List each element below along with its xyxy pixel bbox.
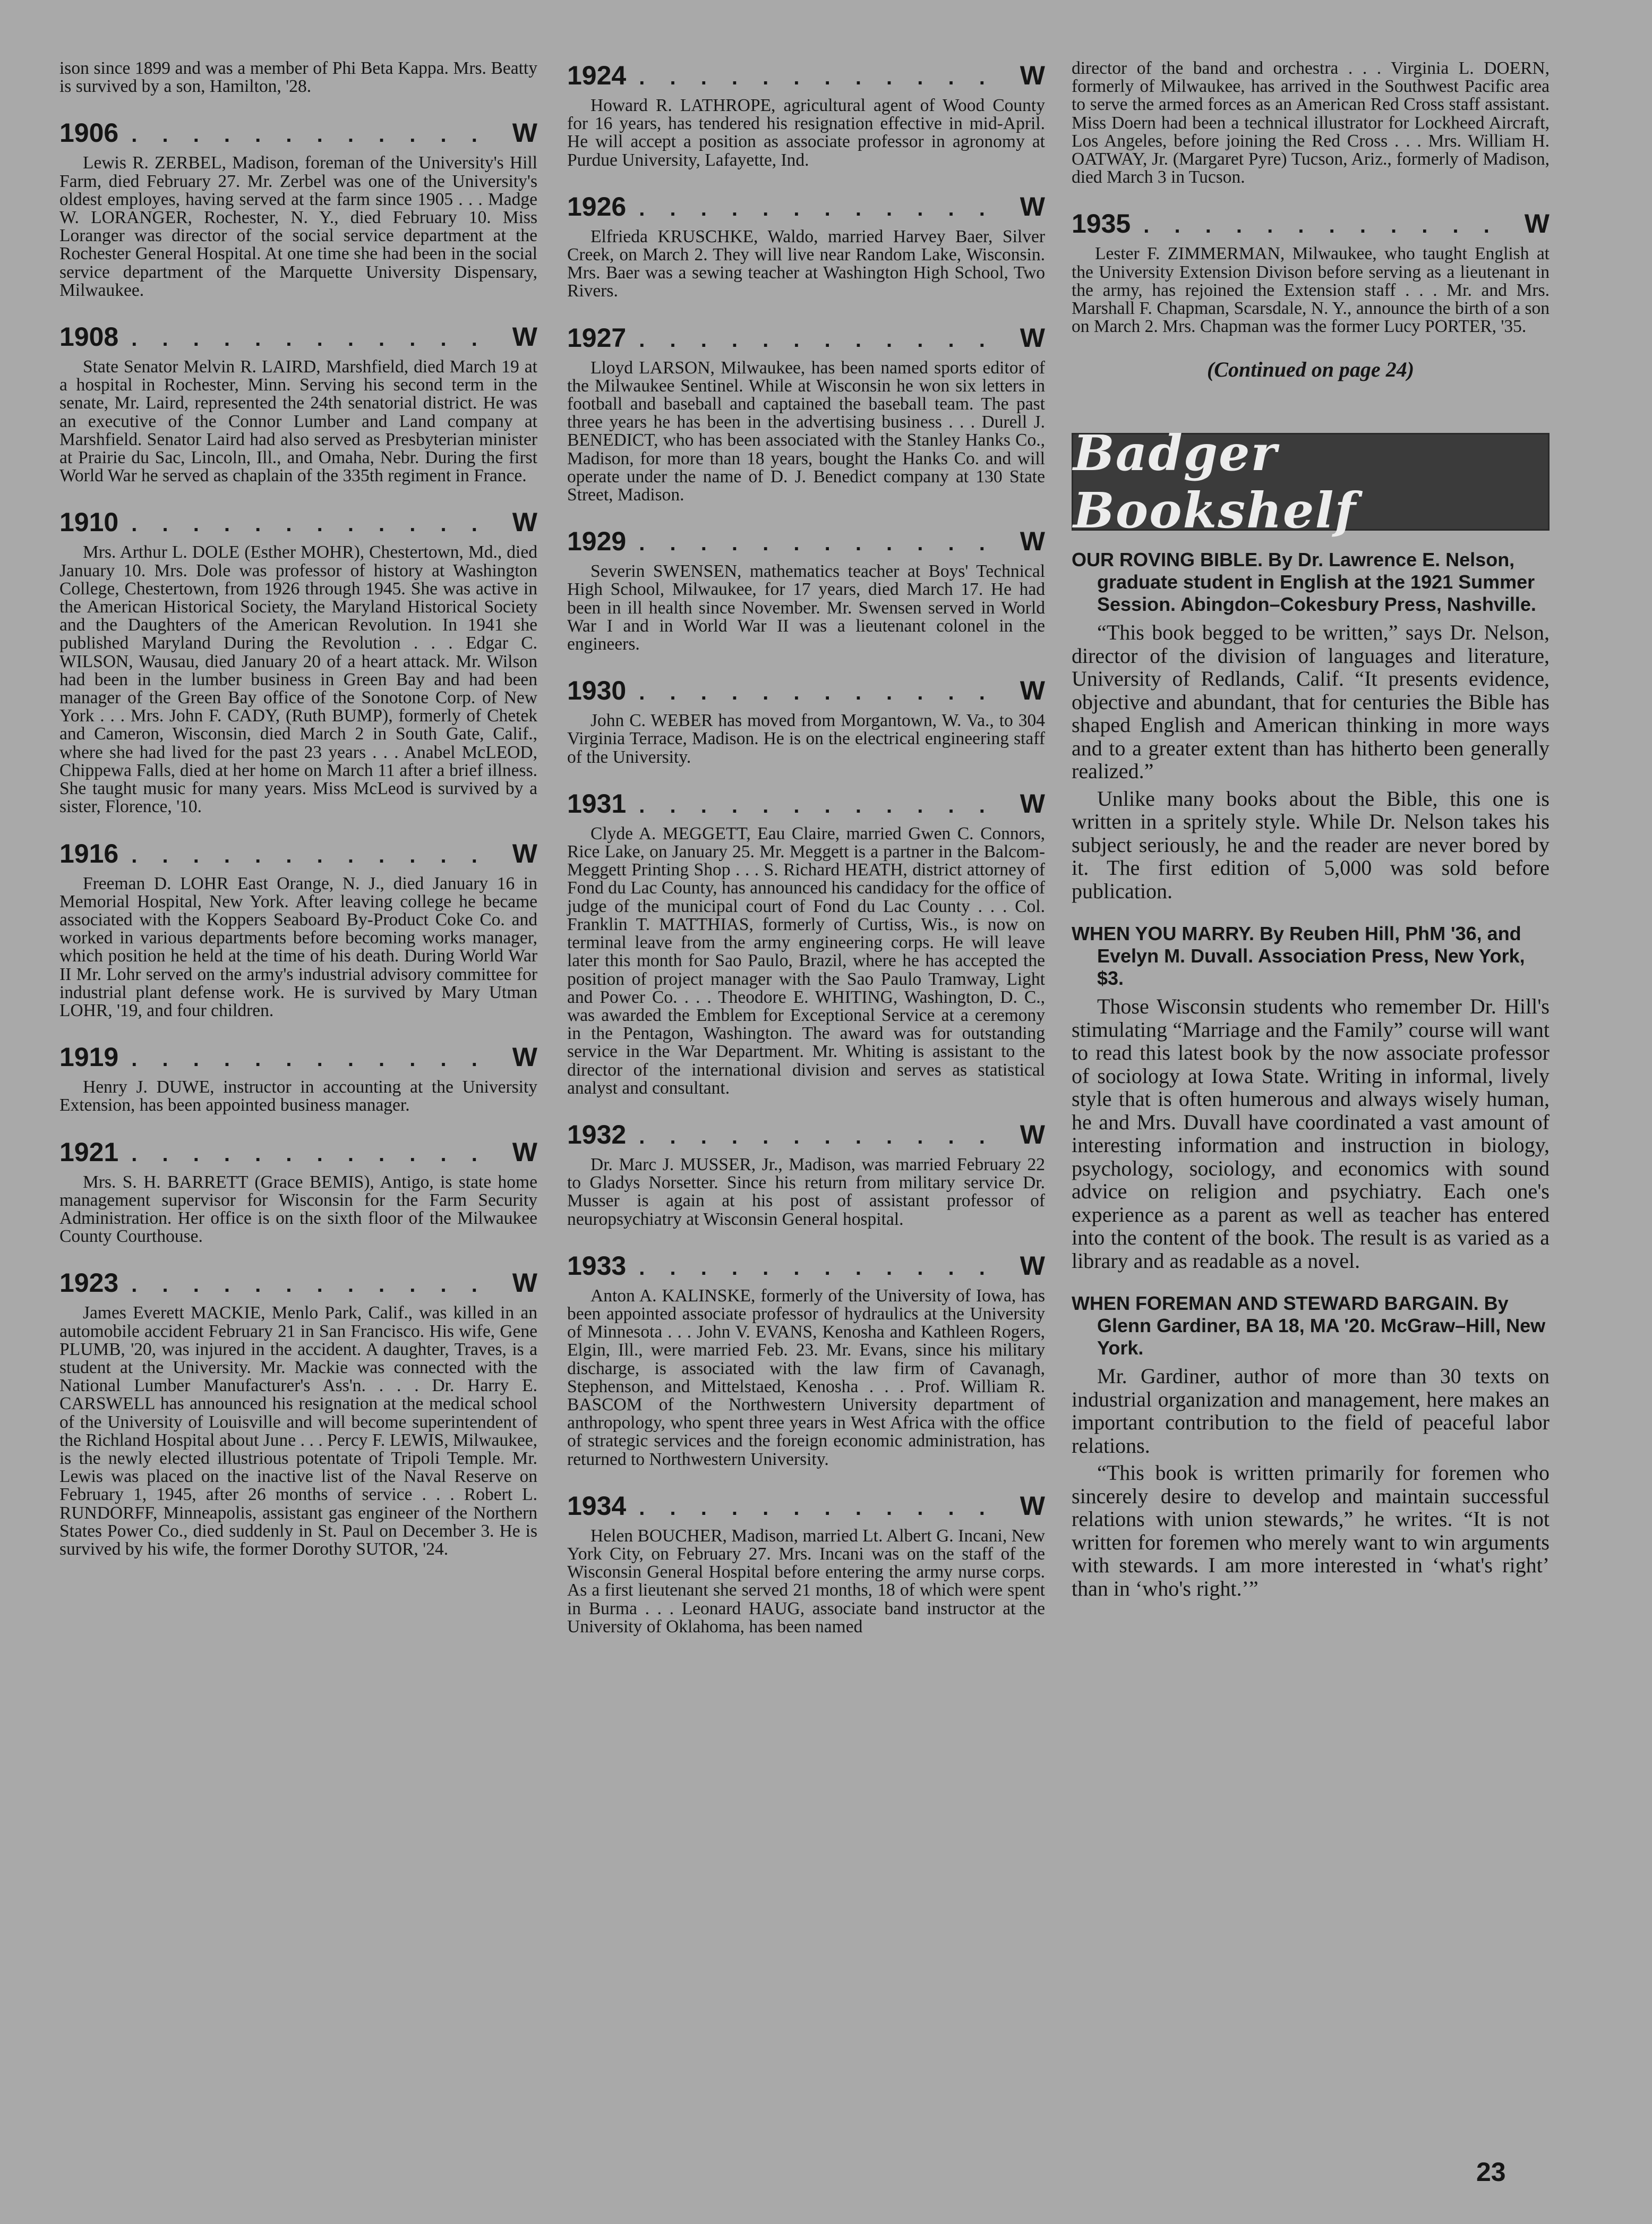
news-item-paragraph: Dr. Marc J. MUSSER, Jr., Madison, was married February 22 to Gladys Norsetter. Since his return from military service Dr. Musser is again at his post of assistant professor of neuropsychiatry at Wisconsin General hospital.	[567, 1154, 1045, 1229]
wisconsin-w-mark: W	[1020, 191, 1045, 221]
leader-dots: . . . . . . . . . . . .	[639, 197, 995, 220]
class-year-heading	[59, 1136, 537, 1170]
news-item-paragraph: Mrs. S. H. BARRETT (Grace BEMIS), Antigo, is state home management supervisor for Wisconsin for the Farm Security Administration. Her office is on the sixth floor of the Milwaukee County Courthouse.	[59, 1172, 537, 1247]
wisconsin-w-mark: W	[512, 1042, 537, 1072]
class-year: 1929	[567, 526, 627, 557]
book-review-paragraph: “This book is written primarily for foremen who sincerely desire to develop and maintain successful relations with union stewards,” he writes. “It is not written for foremen who merely want to win arguments with stewards. I am more interested in ‘what's right’ than in ‘who's right.’”	[1072, 1461, 1550, 1600]
wisconsin-w-mark: W	[1020, 676, 1045, 706]
leader-dots: . . . . . . . . . . . .	[131, 327, 487, 351]
leader-dots: . . . . . . . . . . . .	[639, 681, 995, 705]
banner-title: Badger Bookshelf	[1073, 424, 1357, 540]
class-year: 1910	[59, 507, 119, 538]
class-notes-continued	[1072, 59, 1550, 336]
leader-dots: . . . . . . . . . . . .	[131, 1273, 487, 1297]
class-year: 1935	[1072, 209, 1131, 239]
class-year-heading	[59, 506, 537, 540]
leader-dots: . . . . . . . . . . . .	[1143, 214, 1499, 238]
book-review-paragraph: “This book begged to be written,” says Dr. Nelson, director of the division of languages and literature, University of Redlands, Calif. “It presents evidence, objective and abundant, that for centuries the Bible has shaped English and American thinking in more ways and to a greater extent than has hitherto been generally realized.”	[1072, 620, 1550, 783]
class-year-heading	[567, 59, 1045, 93]
leader-dots: . . . . . . . . . . . .	[131, 1047, 487, 1071]
class-year-heading	[59, 1267, 537, 1301]
leader-dots: . . . . . . . . . . . .	[639, 1124, 995, 1148]
leader-dots: . . . . . . . . . . . .	[639, 66, 995, 89]
leader-dots: . . . . . . . . . . . .	[639, 532, 995, 556]
class-year: 1934	[567, 1490, 627, 1521]
continued-note: (Continued on page 24)	[1206, 357, 1415, 382]
news-item-paragraph: ison since 1899 and was a member of Phi Beta Kappa. Mrs. Beatty is survived by a son, Hamilton, '28.	[59, 58, 537, 97]
news-item-paragraph: Lewis R. ZERBEL, Madison, foreman of the University's Hill Farm, died February 27. Mr. Zerbel was one of the University's oldest employes, having served at the farm since 1905 . . . Madge W. LORANGER, Rochester, N. Y., died February 10. Miss Loranger was director of the social service department at the Rochester General Hospital. At one time she had been in the social service department of the Marquette University Dispensary, Milwaukee.	[59, 153, 537, 300]
book-reviews	[1072, 549, 1550, 1620]
class-year-heading	[567, 525, 1045, 559]
wisconsin-w-mark: W	[1020, 788, 1045, 819]
wisconsin-w-mark: W	[1020, 526, 1045, 557]
class-year: 1930	[567, 676, 627, 706]
class-year-heading	[59, 1041, 537, 1075]
class-year-heading	[59, 321, 537, 355]
wisconsin-w-mark: W	[1524, 209, 1550, 239]
column-1	[59, 59, 537, 1580]
badger-bookshelf-banner	[1072, 424, 1550, 540]
wisconsin-w-mark: W	[512, 1268, 537, 1298]
class-year: 1924	[567, 61, 627, 90]
leader-dots: . . . . . . . . . . . .	[131, 1142, 487, 1166]
wisconsin-w-mark: W	[512, 118, 537, 148]
class-year: 1923	[59, 1268, 119, 1298]
news-item-paragraph: James Everett MACKIE, Menlo Park, Calif., was killed in an automobile accident February 21 in San Francisco. His wife, Gene PLUMB, '20, was injured in the accident. A daughter, Traves, is a student at the University. Mr. Mackie was connected with the National Lumber Manufacturer's Ass'n. . . . Dr. Harry E. CARSWELL has announced his resignation at the medical school of the University of Louisville and will become superintendent of the Richland Hospital about June . . . Percy F. LEWIS, Milwaukee, is the newly elected illustrious potentate of Tripoli Temple. Mr. Lewis was placed on the inactive list of the Naval Reserve on February 1, 1945, after 26 months of service . . . Robert L. RUNDORFF, Minneapolis, assistant gas engineer of the Northern States Power Co., died suddenly in St. Paul on December 3. He is survived by his wife, the former Dorothy SUTOR, '24.	[59, 1303, 537, 1559]
class-year-heading	[59, 117, 537, 151]
wisconsin-w-mark: W	[1020, 1250, 1045, 1281]
class-year: 1932	[567, 1119, 627, 1149]
news-item-paragraph: John C. WEBER has moved from Morgantown, W. Va., to 304 Virginia Terrace, Madison. He is on the electrical engineering staff of the University.	[567, 711, 1045, 767]
wisconsin-w-mark: W	[512, 322, 537, 352]
leader-dots: . . . . . . . . . . . .	[131, 843, 487, 867]
class-year-heading	[59, 838, 537, 872]
class-year: 1927	[567, 322, 627, 353]
class-year-heading	[567, 1119, 1045, 1153]
spacer	[1072, 907, 1550, 923]
class-year-heading	[567, 1490, 1045, 1524]
news-item-paragraph: Elfrieda KRUSCHKE, Waldo, married Harvey Baer, Silver Creek, on March 2. They will live near Random Lake, Wisconsin. Mrs. Baer was a sewing teacher at Washington High School, Two Rivers.	[567, 226, 1045, 301]
spacer	[1072, 1276, 1550, 1292]
leader-dots: . . . . . . . . . . . .	[639, 1256, 995, 1280]
book-review-paragraph: Unlike many books about the Bible, this one is written in a spritely style. While Dr. Nelson takes his subject seriously, he and the reader are never bored by it. The first edition of 5,000 was sold before publication.	[1072, 786, 1550, 903]
class-year: 1931	[567, 788, 627, 819]
column-2	[567, 59, 1045, 1657]
page-number: 23	[1476, 2157, 1506, 2187]
class-year-heading	[567, 191, 1045, 225]
spacer	[1072, 1604, 1550, 1620]
wisconsin-w-mark: W	[1020, 1490, 1045, 1521]
class-year: 1926	[567, 191, 627, 221]
book-title: WHEN YOU MARRY. By Reuben Hill, PhM '36, and Evelyn M. Duvall. Association Press, New York, $3.	[1072, 923, 1525, 990]
news-item-paragraph: Lloyd LARSON, Milwaukee, has been named sports editor of the Milwaukee Sentinel. While at Wisconsin he won six letters in football and baseball and captained the baseball team. The past three years he has been in the advertising business . . . Durell J. BENEDICT, who has been associated with the Stanley Hanks Co., Madison, for more than 18 years, bought the Hanks Co. and will operate under the name of D. J. Benedict company at 130 State Street, Madison.	[567, 357, 1045, 505]
class-year: 1906	[59, 118, 119, 148]
book-title: WHEN FOREMAN AND STEWARD BARGAIN. By Glenn Gardiner, BA 18, MA '20. McGraw–Hill, New York.	[1072, 1292, 1546, 1359]
wisconsin-w-mark: W	[1020, 322, 1045, 353]
book-title: OUR ROVING BIBLE. By Dr. Lawrence E. Nelson, graduate student in English at the 1921 Summer Session. Abingdon–Cokesbury Press, Nashville.	[1072, 549, 1536, 616]
news-item-paragraph: Severin SWENSEN, mathematics teacher at Boys' Technical High School, Milwaukee, for 17 years, died March 17. He had been in ill health since November. Mr. Swensen served in World War I and in World War II was a lieutenant colonel in the engineers.	[567, 561, 1045, 654]
class-year: 1933	[567, 1250, 627, 1281]
class-year: 1916	[59, 838, 119, 868]
news-item-paragraph: Mrs. Arthur L. DOLE (Esther MOHR), Chestertown, Md., died January 10. Mrs. Dole was professor of history at Washington College, Chestertown, from 1926 through 1945. She was active in the American Historical Society, the Maryland Historical Society and the Daughters of the American Revolution. In 1941 she published Maryland During the Revolution . . . Edgar C. WILSON, Wausau, died January 20 of a heart attack. Mr. Wilson had been in the lumber business in Green Bay and had been manager of the Green Bay office of the Sonotone Corp. of New York . . . Mrs. John F. CADY, (Ruth BUMP), formerly of Chetek and Cameron, Wisconsin, died March 2 in South Gate, Calif., where she had lived for the past 23 years . . . Anabel McLEOD, Chippewa Falls, died at her home on March 11 after a brief illness. She taught music for many years. Miss McLeod is survived by a sister, Florence, '10.	[59, 542, 537, 817]
book-review-paragraph: Those Wisconsin students who remember Dr. Hill's stimulating “Marriage and the Family” course will want to read this latest book by the now associate professor of sociology at Iowa State. Writing in informal, lively style that is often humerous and always wisely human, he and Mrs. Duvall have coordinated a vast amount of interesting information and instruction in biology, psychology, sociology, and economics with sound advice on religion and psychiatry. Each one's experience as a parent as well as teacher has entered into the content of the book. The result is as varied as a library and as readable as a novel.	[1072, 994, 1550, 1273]
class-year: 1921	[59, 1137, 119, 1167]
wisconsin-w-mark: W	[1020, 61, 1045, 90]
leader-dots: . . . . . . . . . . . .	[131, 513, 487, 536]
wisconsin-w-mark: W	[512, 838, 537, 868]
leader-dots: . . . . . . . . . . . .	[639, 1496, 995, 1520]
class-year: 1908	[59, 322, 119, 352]
news-item-paragraph: Anton A. KALINSKE, formerly of the University of Iowa, has been appointed associate professor of hydraulics at the University of Minnesota . . . John V. EVANS, Kenosha and Kathleen Rogers, Elgin, Ill., were married Feb. 23. Mr. Evans, since his military discharge, is associated with the law firm of Cavanagh, Stephenson, and Mittelstaed, Kenosha . . . Prof. William R. BASCOM of the Northwestern University department of anthropology, who spent three years in West Africa with the office of strategic services and the foreign economic administration, has returned to Northwestern University.	[567, 1285, 1045, 1469]
news-item-paragraph: director of the band and orchestra . . . Virginia L. DOERN, formerly of Milwaukee, has arrived in the Southwest Pacific area to serve the armed forces as an American Red Cross staff assistant. Miss Doern had been a technical illustrator for Lockheed Aircraft, Los Angeles, before joining the Red Cross . . . Mrs. William H. OATWAY, Jr. (Margaret Pyre) Tucson, Ariz., formerly of Madison, died March 3 in Tucson.	[1072, 58, 1550, 188]
book-review-paragraph: Mr. Gardiner, author of more than 30 texts on industrial organization and management, here makes an important contribution to the field of peaceful labor relations.	[1072, 1364, 1550, 1458]
leader-dots: . . . . . . . . . . . .	[639, 794, 995, 817]
leader-dots: . . . . . . . . . . . .	[639, 328, 995, 352]
news-item-paragraph: Helen BOUCHER, Madison, married Lt. Albert G. Incani, New York City, on February 27. Mrs. Incani was on the staff of the Wisconsin General Hospital before entering the army nurse corps. As a first lieutenant she served 21 months, 18 of which were spent in Burma . . . Leonard HAUG, associate band instructor at the University of Oklahoma, has been named	[567, 1526, 1045, 1637]
class-year-heading	[567, 788, 1045, 822]
news-item-paragraph: Howard R. LATHROPE, agricultural agent of Wood County for 16 years, has tendered his resignation effective in mid-April. He will accept a position as associate professor in agronomy at Purdue University, Lafayette, Ind.	[567, 96, 1045, 170]
news-item-paragraph: Freeman D. LOHR East Orange, N. J., died January 16 in Memorial Hospital, New York. After leaving college he became associated with the Koppers Seaboard By-Product Coke Co. and worked in various departments before becoming works manager, which position he held at the time of his death. During World War II Mr. Lohr served on the army's industrial advisory committee for industrial plant defense work. He is survived by Mary Utman LOHR, '19, and four children.	[59, 873, 537, 1020]
news-item-paragraph: State Senator Melvin R. LAIRD, Marshfield, died March 19 at a hospital in Rochester, Minn. Serving his second term in the senate, Mr. Laird, represented the 24th senatorial district. He was an executive of the Connor Lumber and Land company at Marshfield. Senator Laird had also served as Presbyterian minister at Prairie du Sac, Lincoln, Ill., and Omaha, Nebr. During the first World War he served as chaplain of the 335th regiment in France.	[59, 357, 537, 486]
wisconsin-w-mark: W	[1020, 1119, 1045, 1149]
leader-dots: . . . . . . . . . . . .	[131, 123, 487, 147]
class-year-heading	[567, 675, 1045, 709]
class-year: 1919	[59, 1042, 119, 1072]
column-3	[1072, 59, 1550, 1620]
wisconsin-w-mark: W	[512, 507, 537, 538]
wisconsin-w-mark: W	[512, 1137, 537, 1167]
class-year-heading	[567, 1250, 1045, 1284]
news-item-paragraph: Lester F. ZIMMERMAN, Milwaukee, who taught English at the University Extension Divison before serving as a lieutenant in the army, has rejoined the Extension staff . . . Mr. and Mrs. Marshall F. Chapman, Scarsdale, N. Y., announce the birth of a son on March 2. Mrs. Chapman was the former Lucy PORTER, '35.	[1072, 244, 1550, 337]
news-item-paragraph: Clyde A. MEGGETT, Eau Claire, married Gwen C. Connors, Rice Lake, on January 25. Mr. Meggett is a partner in the Balcom-Meggett Printing Shop . . . S. Richard HEATH, district attorney of Fond du Lac County, has announced his candidacy for the office of judge of the municipal court of Fond du Lac County . . . Col. Franklin T. MATTHIAS, formerly of Curtiss, Wis., is now on terminal leave from the army engineering corps. He will leave later this month for Sao Paulo, Brazil, where he has accepted the position of project manager with the Sao Paulo Tramway, Light and Power Co. . . . Theodore E. WHITING, Washington, D. C., was awarded the Emblem for Exceptional Service at a ceremony in the Pentagon, Washington. The award was for outstanding service in the War Department. Mr. Whiting is assistant to the director of the international division and serves as statistical analyst and consultant.	[567, 823, 1045, 1098]
class-year-heading	[567, 322, 1045, 356]
class-year-heading	[1072, 208, 1550, 242]
news-item-paragraph: Henry J. DUWE, instructor in accounting at the University Extension, has been appointed business manager.	[59, 1077, 537, 1115]
